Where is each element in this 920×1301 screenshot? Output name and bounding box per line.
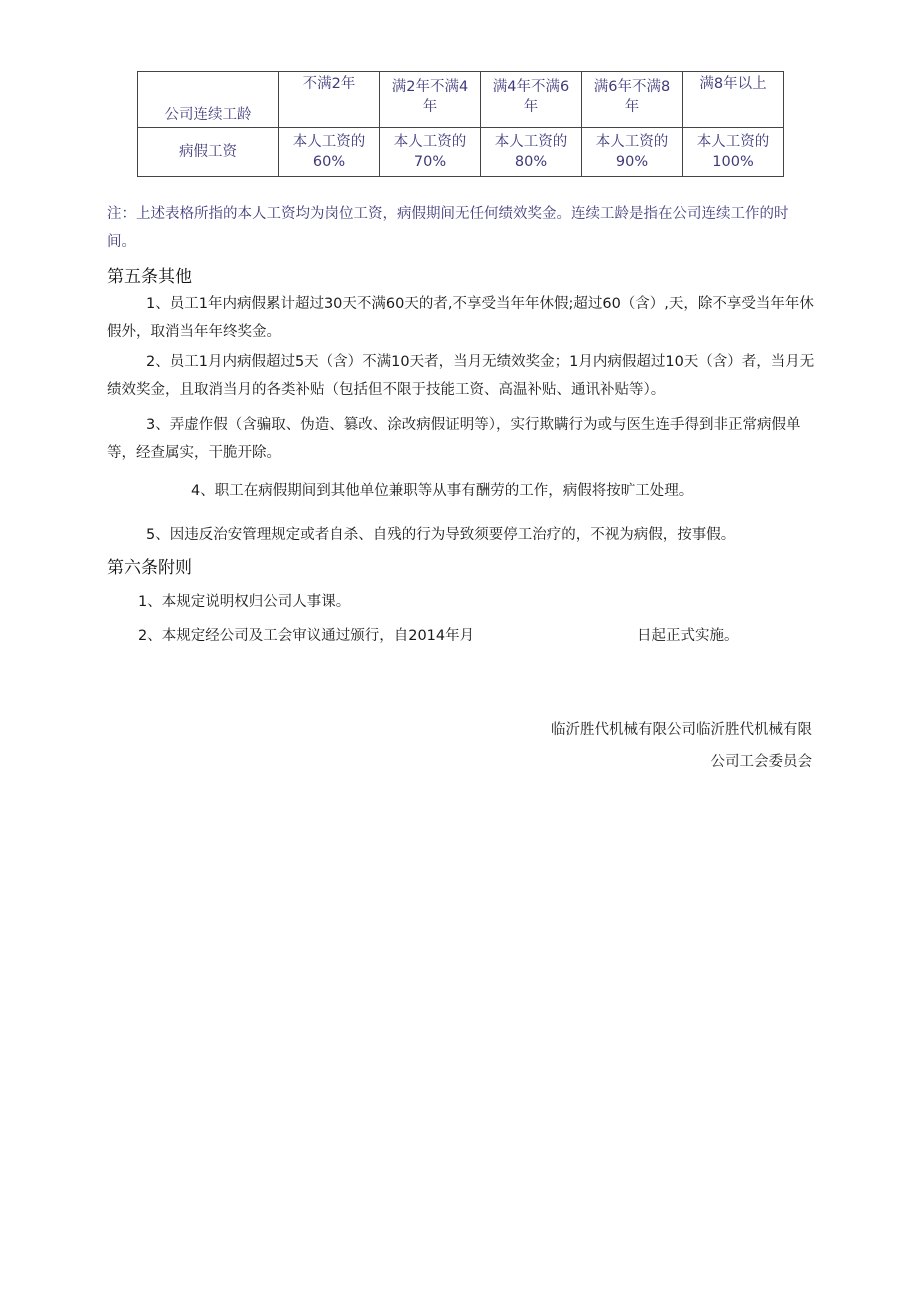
pay-value: 100% [712,154,754,170]
tenure-line: 年 [422,99,438,115]
pay-cell [380,128,481,177]
tenure-line: 年 [523,99,539,115]
article-6-item-2: 2、本规定经公司及工会审议通过颁行，自2014年月 [138,628,475,644]
pay-header-cell: 病假工资 [138,128,279,177]
tenure-cell [683,72,784,128]
tenure-cell [582,72,683,128]
article-5-title: 第五条其他 [107,267,192,287]
pay-row [138,128,784,177]
pay-value: 90% [615,154,649,170]
tenure-cell [380,72,481,128]
tenure-header-cell: 公司连续工龄 [138,72,279,128]
tenure-line: 满2年不满4 [391,79,469,95]
tenure-line: 满6年不满8 [593,79,671,95]
tenure-line: 满8年以上 [699,76,767,92]
pay-prefix: 本人工资的 [393,134,467,150]
article-6-item-2-end: 日起正式实施。 [637,628,739,644]
tenure-cell [481,72,582,128]
pay-cell [683,128,784,177]
pay-cell [582,128,683,177]
tenure-line: 年 [624,99,640,115]
pay-value: 80% [514,154,548,170]
article-6-title: 第六条附则 [107,558,192,578]
tenure-line: 满4年不满6 [492,79,570,95]
article-5-item-5: 5、因违反治安管理规定或者自杀、自残的行为导致须要停工治疗的，不视为病假，按事假。 [146,527,736,543]
article-5-item-4: 4、职工在病假期间到其他单位兼职等从事有酬劳的工作，病假将按旷工处理。 [191,483,694,499]
pay-value: 60% [312,154,346,170]
pay-cell [279,128,380,177]
signature-company: 临沂胜代机械有限公司临沂胜代机械有限 [551,722,812,738]
sick-pay-table [137,71,784,177]
article-5-item-1: 1、员工1年内病假累计超过30天不满60天的者,不享受当年年休假;超过60（含）,天，除不享受当年年休假外，取消当年年终奖金。 [107,296,814,340]
pay-prefix: 本人工资的 [292,134,366,150]
article-5-item-2: 2、员工1月内病假超过5天（含）不满10天者，当月无绩效奖金；1月内病假超过10天（含）者，当月无绩效奖金，且取消当月的各类补贴（包括但不限于技能工资、高温补贴、通讯补贴等）。 [107,354,815,398]
pay-prefix: 本人工资的 [696,134,770,150]
pay-prefix: 本人工资的 [494,134,568,150]
table-note: 注：上述表格所指的本人工资均为岗位工资，病假期间无任何绩效奖金。连续工龄是指在公司连续工作的时间。 [107,206,789,250]
pay-cell [481,128,582,177]
article-6-item-1: 1、本规定说明权归公司人事课。 [138,594,351,610]
tenure-line: 不满2年 [302,76,356,92]
pay-value: 70% [413,154,447,170]
tenure-row [138,72,784,128]
signature-union: 公司工会委员会 [710,754,812,770]
pay-prefix: 本人工资的 [595,134,669,150]
tenure-cell [279,72,380,128]
article-5-item-3: 3、弄虚作假（含骗取、伪造、篡改、涂改病假证明等），实行欺瞒行为或与医生连手得到非正常病假单等，经查属实，干脆开除。 [107,417,801,461]
